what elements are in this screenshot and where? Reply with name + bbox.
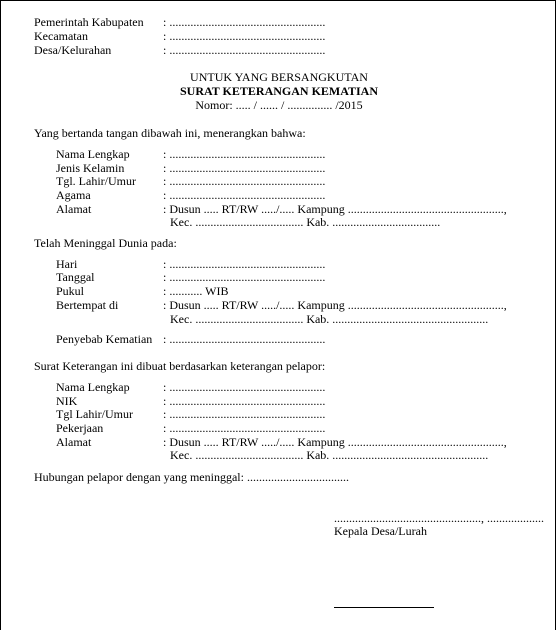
death-tanggal-label: Tanggal bbox=[56, 270, 95, 284]
deceased-alamat-label: Alamat bbox=[56, 202, 92, 216]
signature-line bbox=[334, 607, 434, 608]
pemerintah-value: : .................................................... bbox=[163, 15, 326, 29]
deceased-alamat-value1: : Dusun ..... RT/RW ...../..... Kampung ...................................................., bbox=[163, 202, 507, 216]
title-line1: UNTUK YANG BERSANGKUTAN bbox=[190, 70, 368, 84]
intro-text: Yang bertanda tangan dibawah ini, menerangkan bahwa: bbox=[34, 126, 306, 140]
reporter-nik-label: NIK bbox=[56, 394, 78, 408]
document-title: SURAT KETERANGAN KEMATIAN bbox=[179, 84, 379, 98]
document-number: Nomor: ..... / ...... / ............... /2015 bbox=[195, 98, 363, 112]
reporter-alamat-value2: Kec. .................................... Kab. .................................................... bbox=[170, 448, 489, 462]
kecamatan-label: Kecamatan bbox=[34, 29, 88, 43]
deceased-nama-value: : .................................................... bbox=[163, 147, 326, 161]
death-tanggal-value: : .................................................... bbox=[163, 270, 326, 284]
deceased-jk-value: : .................................................... bbox=[163, 161, 326, 175]
deceased-alamat-value2: Kec. .................................... Kab. .................................... bbox=[170, 215, 441, 229]
reporter-nik-value: : .................................................... bbox=[163, 394, 326, 408]
deceased-agama-value: : .................................................... bbox=[163, 188, 326, 202]
death-hari-label: Hari bbox=[56, 257, 78, 271]
kecamatan-value: : .................................................... bbox=[163, 29, 326, 43]
death-sebab-label: Penyebab Kematian bbox=[56, 332, 153, 346]
reporter-tgl-value: : .................................................... bbox=[163, 407, 326, 421]
reporter-nama-value: : .................................................... bbox=[163, 380, 326, 394]
desa-value: : .................................................... bbox=[163, 43, 326, 57]
reporter-pekerjaan-value: : .................................................... bbox=[163, 421, 326, 435]
reporter-pekerjaan-label: Pekerjaan bbox=[56, 421, 104, 435]
reporter-tgl-label: Tgl Lahir/Umur bbox=[56, 407, 133, 421]
reporter-alamat-value1: : Dusun ..... RT/RW ...../..... Kampung ...................................................., bbox=[163, 435, 507, 449]
death-tempat-label: Bertempat di bbox=[56, 298, 119, 312]
deceased-jk-label: Jenis Kelamin bbox=[56, 161, 125, 175]
death-hari-value: : .................................................... bbox=[163, 257, 326, 271]
signature-title: Kepala Desa/Lurah bbox=[334, 524, 427, 538]
deceased-tgl-label: Tgl. Lahir/Umur bbox=[56, 174, 136, 188]
desa-label: Desa/Kelurahan bbox=[34, 43, 112, 57]
death-tempat-value1: : Dusun ..... RT/RW ...../..... Kampung ...................................................., bbox=[163, 298, 507, 312]
reporter-nama-label: Nama Lengkap bbox=[56, 380, 130, 394]
death-sebab-value: : .................................................... bbox=[163, 332, 326, 346]
death-heading: Telah Meninggal Dunia pada: bbox=[34, 236, 177, 250]
reporter-alamat-label: Alamat bbox=[56, 435, 92, 449]
death-tempat-value2: Kec. .................................... Kab. .................................................... bbox=[170, 312, 489, 326]
deceased-agama-label: Agama bbox=[56, 188, 91, 202]
death-pukul-label: Pukul bbox=[56, 284, 85, 298]
death-pukul-value: : ........... WIB bbox=[163, 284, 229, 298]
deceased-nama-label: Nama Lengkap bbox=[56, 147, 130, 161]
reporter-heading: Surat Keterangan ini dibuat berdasarkan keterangan pelapor: bbox=[34, 359, 326, 373]
deceased-tgl-value: : .................................................... bbox=[163, 174, 326, 188]
signature-place-date: ................................................., ................... bbox=[334, 511, 544, 525]
pemerintah-label: Pemerintah Kabupaten bbox=[34, 15, 144, 29]
relation-text: Hubungan pelapor dengan yang meninggal: .................................. bbox=[34, 470, 349, 484]
